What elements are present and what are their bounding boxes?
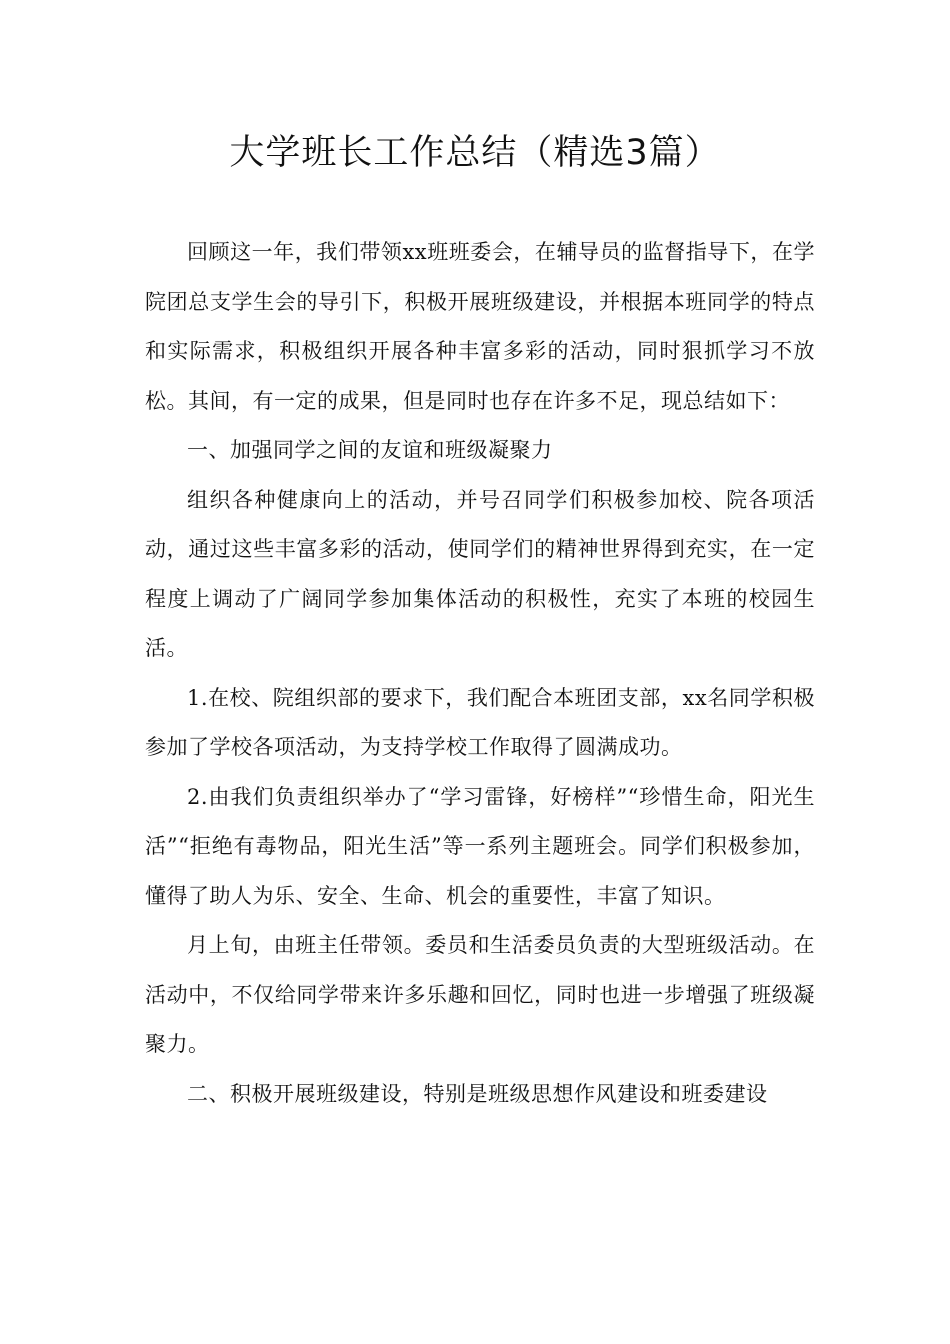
paragraph-item-2: 2.由我们负责组织举办了“学习雷锋，好榜样”“珍惜生命，阳光生活”“拒绝有毒物品，阳光生活”等一系列主题班会。同学们积极参加，懂得了助人为乐、安全、生命、机会的重要性，丰富了知识。 — [145, 784, 815, 908]
paragraph-activities: 组织各种健康向上的活动，并号召同学们积极参加校、院各项活动，通过这些丰富多彩的活动，使同学们的精神世界得到充实，在一定程度上调动了广阔同学参加集体活动的积极性，充实了本班的校园生活。 — [145, 487, 815, 660]
document-body — [145, 228, 815, 1119]
paragraph-month: 月上旬，由班主任带领。委员和生活委员负责的大型班级活动。在活动中，不仅给同学带来许多乐趣和回忆，同时也进一步增强了班级凝聚力。 — [145, 933, 815, 1056]
paragraph-intro: 回顾这一年，我们带领xx班班委会，在辅导员的监督指导下，在学院团总支学生会的导引下，积极开展班级建设，并根据本班同学的特点和实际需求，积极组织开展各种丰富多彩的活动，同时狠抓学习不放松。其间，有一定的成果，但是同时也存在许多不足，现总结如下： — [145, 240, 815, 413]
document-title: 大学班长工作总结（精选3篇） — [229, 133, 721, 173]
section-heading-1: 一、加强同学之间的友谊和班级凝聚力 — [187, 438, 553, 462]
paragraph-item-1: 1.在校、院组织部的要求下，我们配合本班团支部，xx名同学积极参加了学校各项活动，为支持学校工作取得了圆满成功。 — [145, 685, 815, 759]
section-heading-2: 二、积极开展班级建设，特别是班级思想作风建设和班委建设 — [187, 1081, 768, 1106]
